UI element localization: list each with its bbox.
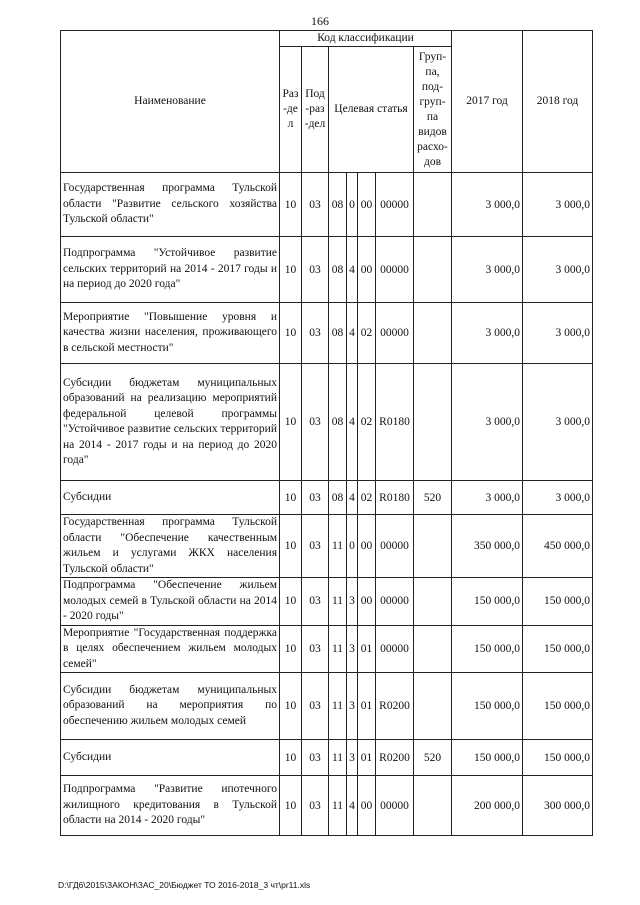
target-event-cell: 00 [358,173,376,237]
podrazdel-cell: 03 [302,740,329,776]
table-row [61,776,593,836]
table-row [61,673,593,740]
target-program-cell: 11 [329,578,347,626]
razdel-cell: 10 [280,481,302,515]
table-row [61,237,593,303]
table-row [61,578,593,626]
expense-group-cell [414,578,452,626]
target-direction-cell: 00000 [376,578,414,626]
budget-table [60,30,593,836]
amount-2018-cell: 3 000,0 [523,364,593,481]
target-event-cell: 01 [358,740,376,776]
target-subprogram-cell: 4 [347,303,358,364]
razdel-cell: 10 [280,776,302,836]
amount-2017-cell: 150 000,0 [452,625,523,673]
target-direction-cell: R0180 [376,481,414,515]
amount-2018-cell: 450 000,0 [523,515,593,578]
target-direction-cell: R0180 [376,364,414,481]
razdel-cell: 10 [280,364,302,481]
podrazdel-cell: 03 [302,515,329,578]
table-row [61,515,593,578]
target-event-cell: 01 [358,625,376,673]
expense-group-cell: 520 [414,481,452,515]
expense-group-cell [414,776,452,836]
amount-2017-cell: 150 000,0 [452,673,523,740]
target-direction-cell: 00000 [376,776,414,836]
target-subprogram-cell: 0 [347,515,358,578]
header-podrazdel: Под-раз-дел [302,47,329,173]
target-event-cell: 00 [358,776,376,836]
row-name: Субсидии [61,481,280,515]
podrazdel-cell: 03 [302,364,329,481]
amount-2017-cell: 3 000,0 [452,364,523,481]
header-target: Целевая статья [329,47,414,173]
podrazdel-cell: 03 [302,481,329,515]
target-direction-cell: 00000 [376,173,414,237]
razdel-cell: 10 [280,740,302,776]
target-subprogram-cell: 4 [347,776,358,836]
amount-2018-cell: 150 000,0 [523,673,593,740]
target-event-cell: 01 [358,673,376,740]
expense-group-cell [414,303,452,364]
table-row [61,740,593,776]
target-subprogram-cell: 3 [347,740,358,776]
amount-2017-cell: 3 000,0 [452,303,523,364]
row-name: Подпрограмма "Развитие ипотечного жилищного кредитования в Тульской области на 2014 - 2020 годы" [61,776,280,836]
target-program-cell: 08 [329,364,347,481]
target-event-cell: 00 [358,578,376,626]
target-direction-cell: 00000 [376,515,414,578]
header-razdel: Раз-дел [280,47,302,173]
row-name: Государственная программа Тульской области "Обеспечение качественным жильем и услугами ЖКХ населения Тульской области" [61,515,280,578]
header-2018: 2018 год [523,31,593,173]
amount-2018-cell: 3 000,0 [523,303,593,364]
amount-2017-cell: 150 000,0 [452,740,523,776]
target-subprogram-cell: 3 [347,578,358,626]
file-path-footer: D:\ГД6\2015\ЗАКОН\ЗАС_20\Бюджет ТО 2016-2018_3 чт\pr11.xls [58,880,311,890]
expense-group-cell [414,515,452,578]
amount-2017-cell: 3 000,0 [452,237,523,303]
amount-2018-cell: 300 000,0 [523,776,593,836]
razdel-cell: 10 [280,625,302,673]
target-subprogram-cell: 3 [347,673,358,740]
amount-2018-cell: 3 000,0 [523,481,593,515]
podrazdel-cell: 03 [302,303,329,364]
target-program-cell: 11 [329,776,347,836]
expense-group-cell [414,625,452,673]
amount-2017-cell: 350 000,0 [452,515,523,578]
target-subprogram-cell: 3 [347,625,358,673]
amount-2017-cell: 3 000,0 [452,481,523,515]
row-name: Мероприятие "Государственная поддержка в целях обеспечением жильем молодых семей" [61,625,280,673]
podrazdel-cell: 03 [302,173,329,237]
amount-2018-cell: 3 000,0 [523,173,593,237]
target-event-cell: 00 [358,515,376,578]
expense-group-cell [414,364,452,481]
target-subprogram-cell: 4 [347,364,358,481]
razdel-cell: 10 [280,303,302,364]
row-name: Подпрограмма "Обеспечение жильем молодых семей в Тульской области на 2014 - 2020 годы" [61,578,280,626]
target-direction-cell: 00000 [376,303,414,364]
expense-group-cell [414,237,452,303]
expense-group-cell [414,673,452,740]
target-program-cell: 08 [329,303,347,364]
target-program-cell: 11 [329,515,347,578]
header-2017: 2017 год [452,31,523,173]
target-direction-cell: 00000 [376,237,414,303]
razdel-cell: 10 [280,173,302,237]
amount-2017-cell: 3 000,0 [452,173,523,237]
razdel-cell: 10 [280,578,302,626]
razdel-cell: 10 [280,515,302,578]
target-event-cell: 02 [358,481,376,515]
target-event-cell: 02 [358,303,376,364]
target-program-cell: 11 [329,625,347,673]
target-program-cell: 11 [329,673,347,740]
podrazdel-cell: 03 [302,673,329,740]
target-program-cell: 11 [329,740,347,776]
table-row [61,481,593,515]
amount-2018-cell: 3 000,0 [523,237,593,303]
target-direction-cell: 00000 [376,625,414,673]
row-name: Субсидии бюджетам муниципальных образований на реализацию мероприятий федеральной целевой программы "Устойчивое развитие сельских территорий на 2014 - 2017 годы и на период до 2020 года" [61,364,280,481]
table-row [61,303,593,364]
table-row [61,364,593,481]
target-direction-cell: R0200 [376,673,414,740]
target-subprogram-cell: 4 [347,237,358,303]
row-name: Мероприятие "Повышение уровня и качества жизни населения, проживающего в сельской местности" [61,303,280,364]
podrazdel-cell: 03 [302,625,329,673]
row-name: Государственная программа Тульской области "Развитие сельского хозяйства Тульской области" [61,173,280,237]
header-group: Груп-па, под-груп-па видов расхо-дов [414,47,452,173]
amount-2017-cell: 200 000,0 [452,776,523,836]
page-number: 166 [311,14,329,28]
target-subprogram-cell: 4 [347,481,358,515]
amount-2018-cell: 150 000,0 [523,578,593,626]
target-event-cell: 02 [358,364,376,481]
expense-group-cell [414,173,452,237]
row-name: Субсидии бюджетам муниципальных образований на мероприятия по обеспечению жильем молодых семей [61,673,280,740]
row-name: Подпрограмма "Устойчивое развитие сельских территорий на 2014 - 2017 годы и на период до 2020 года" [61,237,280,303]
podrazdel-cell: 03 [302,578,329,626]
amount-2018-cell: 150 000,0 [523,625,593,673]
target-direction-cell: R0200 [376,740,414,776]
header-code: Код классификации [280,31,452,47]
razdel-cell: 10 [280,673,302,740]
amount-2017-cell: 150 000,0 [452,578,523,626]
target-program-cell: 08 [329,173,347,237]
target-program-cell: 08 [329,237,347,303]
target-program-cell: 08 [329,481,347,515]
row-name: Субсидии [61,740,280,776]
table-row [61,625,593,673]
expense-group-cell: 520 [414,740,452,776]
target-subprogram-cell: 0 [347,173,358,237]
razdel-cell: 10 [280,237,302,303]
podrazdel-cell: 03 [302,237,329,303]
table-row [61,173,593,237]
target-event-cell: 00 [358,237,376,303]
header-name: Наименование [61,31,280,173]
podrazdel-cell: 03 [302,776,329,836]
amount-2018-cell: 150 000,0 [523,740,593,776]
